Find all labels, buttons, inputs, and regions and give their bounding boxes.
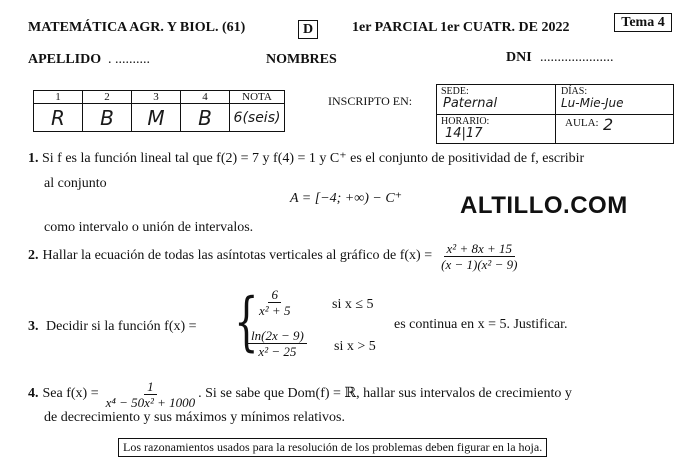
piece-1-fraction [256,287,293,318]
question-3-text: Decidir si la función f(x) = [46,319,197,334]
sede-label: SEDE: [441,86,469,97]
piece-2-condition: si x > 5 [334,339,376,354]
exam-title: 1er PARCIAL 1er CUATR. DE 2022 [352,20,570,35]
grade-header-2: 2 [83,91,132,104]
question-4-fraction [103,379,199,410]
grade-header-nota: NOTA [230,91,285,104]
piece-2-fraction [248,328,307,359]
fraction-numerator: 6 [268,287,281,303]
question-3 [28,318,197,336]
question-4 [28,377,572,411]
dni-label: DNI [506,50,532,65]
grade-value-3: M [132,104,181,132]
sede-value: Paternal [443,96,498,111]
dias-value: Lu-Mie-Jue [561,96,624,110]
aula-label: AULA: [565,117,599,129]
inscripto-label: INSCRIPTO EN: [328,94,413,108]
footer-note: Los razonamientos usados para la resolución de los problemas deben figurar en la hoja. [118,438,547,457]
question-1-text-a: Si f es la función lineal tal que f(2) = 7 y f(4) = 1 y C⁺ es el conjunto de positividad de f, escribir [42,151,585,166]
watermark: ALTILLO.COM [460,192,628,219]
fraction-denominator: x² + 5 [259,303,291,318]
question-number: 1. [28,151,39,166]
grade-value-1: R [34,104,83,132]
exam-letter-box: D [298,20,318,39]
question-number: 3. [28,319,39,334]
horario-value: 14|17 [445,126,483,141]
piecewise-brace: { [234,285,259,359]
piece-1 [256,287,293,318]
question-4-text-b: . Si se sabe que Dom(f) = ℝ, hallar sus intervalos de crecimiento y [198,386,572,401]
question-1-text-b: al conjunto [44,176,107,191]
grade-value-4: B [181,104,230,132]
apellido-value: . .......... [108,52,150,67]
question-4-text-a: Sea f(x) = [42,386,99,401]
course-title: MATEMÁTICA AGR. Y BIOL. (61) [28,20,246,35]
fraction-denominator: x⁴ − 50x² + 1000 [105,394,196,410]
piece-2 [248,328,307,359]
grade-value-2: B [83,104,132,132]
grades-table [33,90,285,132]
question-1-text-c: como intervalo o unión de intervalos. [44,220,254,235]
question-2-text: Hallar la ecuación de todas las asíntotas verticales al gráfico de f(x) = [42,248,433,263]
grade-value-nota: 6(seis) [230,104,285,132]
apellido-label: APELLIDO [28,52,102,67]
fraction-denominator: x² − 25 [258,344,297,359]
dias-label: DÍAS: [561,86,588,97]
grade-header-3: 3 [132,91,181,104]
question-3-text-after: es continua en x = 5. Justificar. [394,317,568,332]
question-1 [28,150,584,168]
inscripto-box [436,84,674,144]
aula-value: 2 [603,115,614,134]
fraction-numerator: 1 [144,379,157,395]
question-2 [28,238,520,274]
fraction-denominator: (x − 1)(x² − 9) [441,256,518,272]
question-number: 2. [28,248,39,263]
horario-label: HORARIO: [441,116,490,127]
nombres-label: NOMBRES [266,52,337,67]
dni-value: ..................... [540,50,614,65]
fraction-numerator: ln(2x − 9) [248,328,307,344]
question-2-fraction [438,241,520,272]
tema-box: Tema 4 [614,13,672,32]
grade-header-1: 1 [34,91,83,104]
piece-1-condition: si x ≤ 5 [332,297,374,312]
fraction-numerator: x² + 8x + 15 [444,241,515,257]
question-1-formula: A = [−4; +∞) − C⁺ [290,191,403,206]
question-number: 4. [28,386,39,401]
question-4-text-c: de decrecimiento y sus máximos y mínimos relativos. [44,410,345,425]
grade-header-4: 4 [181,91,230,104]
